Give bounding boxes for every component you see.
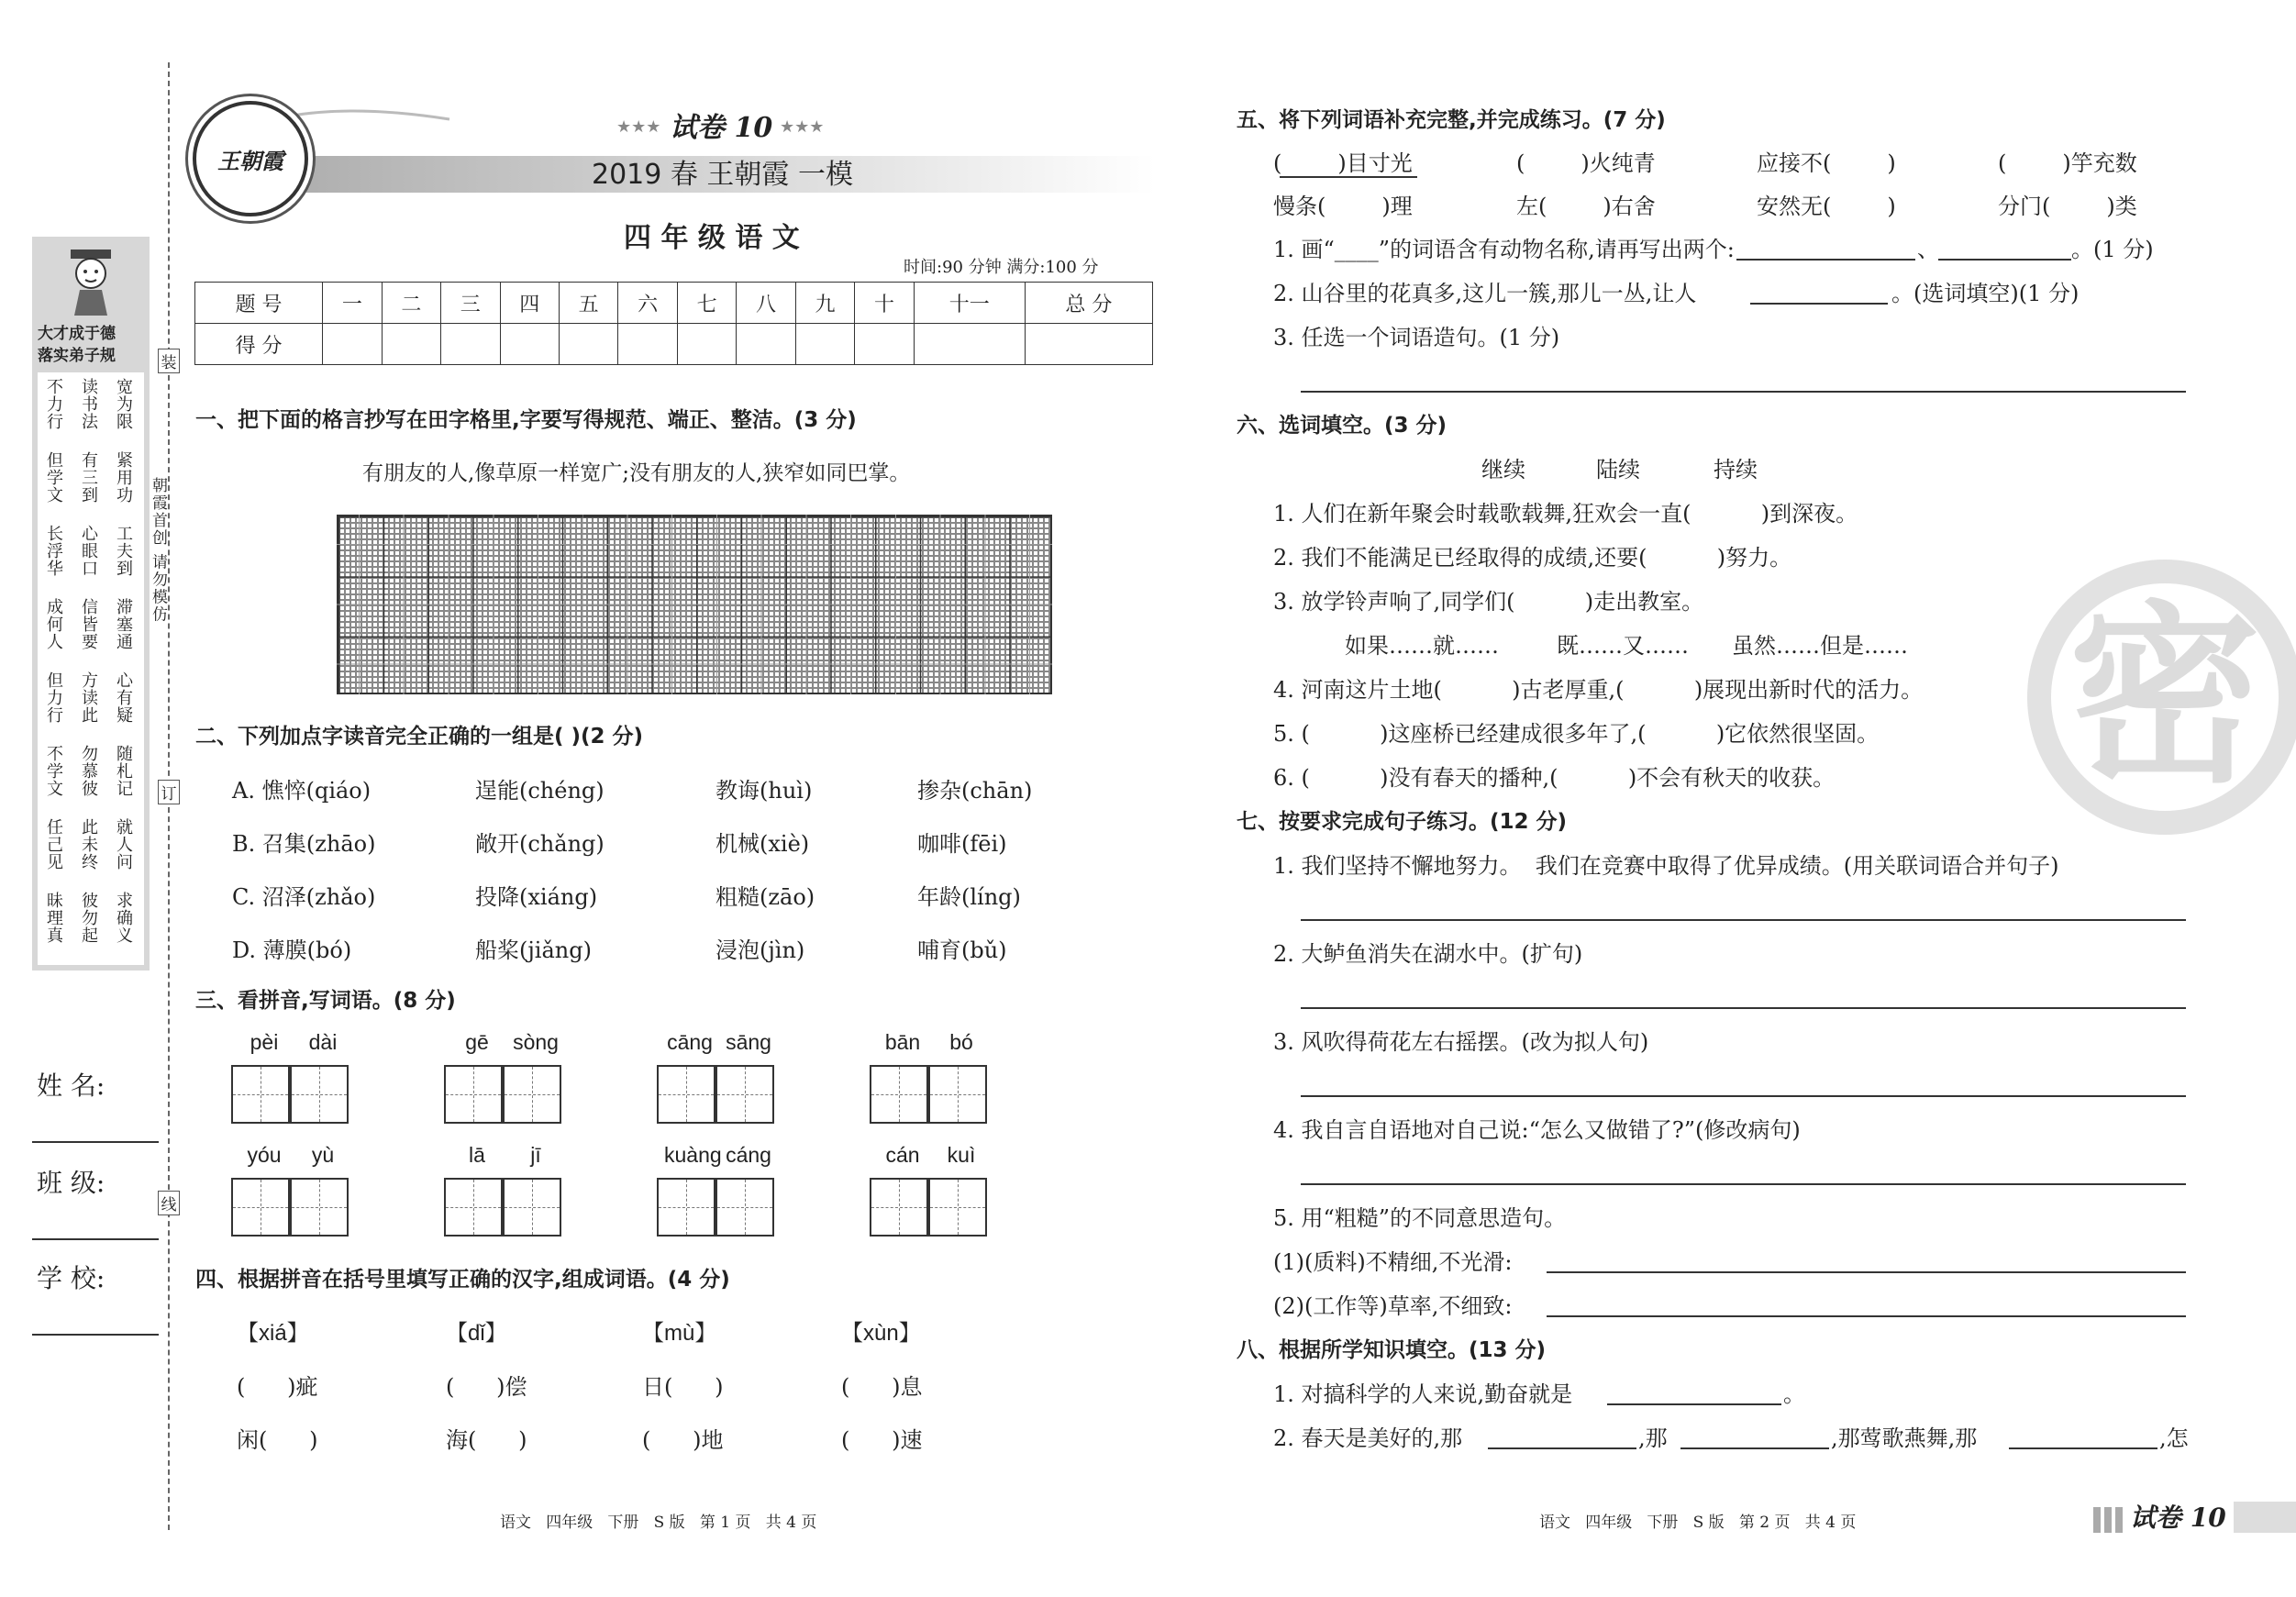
score-header-cell: 三: [441, 283, 500, 324]
s3-title: 三、看拼音,写词语。(8 分): [195, 989, 456, 1013]
corner-dots: [2093, 1507, 2126, 1533]
s2-option-item: 哺育(bǔ): [917, 937, 1007, 963]
s5-q3: 3. 任选一个词语造句。(1 分): [1273, 325, 1560, 350]
s6-q1: 1. 人们在新年聚会时载歌载舞,狂欢会一直( )到深夜。: [1273, 501, 1858, 527]
s2-option-item: 掺杂(chān): [917, 778, 1033, 804]
s4-pinyin-head: 【xiá】: [237, 1321, 309, 1346]
s3-write-box[interactable]: [928, 1178, 987, 1237]
s6-conj-2: 既……又……: [1557, 633, 1689, 659]
score-header-cell: 五: [559, 283, 617, 324]
s2-option-item: 投降(xiáng): [475, 884, 598, 910]
motto-column: 不力行: [44, 378, 63, 430]
s3-pinyin: bó: [949, 1030, 973, 1054]
s3-pinyin: sòng: [513, 1030, 559, 1054]
s3-pinyin: kuàng: [664, 1143, 722, 1167]
score-header-cell: 六: [618, 283, 677, 324]
subject-title: 四 年 级 语 文: [624, 222, 800, 254]
s7-q3-line[interactable]: [1301, 1095, 2186, 1097]
motto-column: 方读此: [79, 671, 98, 724]
s3-pinyin: cáng: [726, 1143, 771, 1167]
s2-title: 二、下列加点字读音完全正确的一组是( )(2 分): [195, 725, 644, 749]
s1-sentence: 有朋友的人,像草原一样宽广;没有朋友的人,狭窄如同巴掌。: [362, 461, 911, 485]
time-info: 时间:90 分钟 满分:100 分: [904, 258, 1099, 277]
s4-pinyin-head: 【mù】: [642, 1321, 717, 1346]
s5-word-blank[interactable]: ( )目寸光: [1273, 150, 1413, 176]
s5-title: 五、将下列词语补充完整,并完成练习。(7 分): [1237, 108, 1666, 132]
score-header-cell: 二: [382, 283, 440, 324]
s5-q1-blank2[interactable]: [1938, 259, 2071, 261]
corner-bar: [2234, 1502, 2296, 1533]
s3-pinyin: cán: [885, 1143, 920, 1167]
score-value-cell[interactable]: [737, 324, 795, 365]
s7-q4-line[interactable]: [1301, 1183, 2186, 1185]
motto-column: 紧用功: [114, 451, 133, 504]
s7-q5a: (1)(质料)不精细,不光滑:: [1273, 1249, 1513, 1275]
s5-word-blank[interactable]: 左( )右舍: [1516, 194, 1656, 219]
paper-number: 试卷 10: [670, 112, 773, 144]
s8-q2-mid1: ,那: [1638, 1425, 1668, 1451]
score-value-cell[interactable]: [500, 324, 559, 365]
s3-pinyin: lā: [469, 1143, 485, 1167]
s3-pinyin: kuì: [947, 1143, 976, 1167]
brand-logo-text: 王朝霞: [217, 147, 283, 174]
s2-option-item[interactable]: C. 沼泽(zhǎo): [232, 884, 376, 910]
motto-column: 但力行: [44, 671, 63, 724]
s8-q2-blank3[interactable]: [2009, 1447, 2157, 1449]
s2-option-item: 教诲(huì): [715, 778, 813, 804]
score-value-row: [195, 324, 1153, 365]
s6-word-3: 持续: [1714, 457, 1758, 482]
s3-pinyin: bān: [884, 1030, 921, 1054]
motto-column: 有三到: [79, 451, 98, 504]
s3-pinyin: jī: [530, 1143, 541, 1167]
s6-conj-1: 如果……就……: [1345, 633, 1499, 659]
s3-pinyin: pèi: [250, 1030, 279, 1054]
s8-q2-end: ,怎: [2159, 1425, 2189, 1451]
s8-title: 八、根据所学知识填空。(13 分): [1237, 1338, 1547, 1362]
score-value-cell[interactable]: [914, 324, 1025, 365]
s4-blank-item[interactable]: ( )疵: [237, 1374, 318, 1400]
s3-write-box[interactable]: [503, 1178, 561, 1237]
s5-word-blank[interactable]: 慢条( )理: [1273, 194, 1413, 219]
s4-blank-item[interactable]: ( )地: [642, 1427, 724, 1453]
name-field[interactable]: [32, 1141, 159, 1143]
s4-blank-item[interactable]: 日( ): [642, 1374, 724, 1400]
s2-option-item[interactable]: D. 薄膜(bó): [232, 937, 352, 963]
motto-column: 但学文: [44, 451, 63, 504]
motto-column: 此未终: [79, 818, 98, 871]
s2-option-item: 逞能(chéng): [475, 778, 605, 804]
motto-panel: [32, 237, 150, 970]
secret-watermark: [2027, 560, 2296, 835]
s2-option-item: 浸泡(jìn): [715, 937, 805, 963]
motto-column: 读书法: [79, 378, 98, 430]
s3-write-box[interactable]: [715, 1178, 774, 1237]
s7-q1: 1. 我们坚持不懈地努力。 我们在竞赛中取得了优异成绩。(用关联词语合并句子): [1273, 853, 2059, 879]
score-value-cell[interactable]: [677, 324, 736, 365]
s3-write-box[interactable]: [870, 1178, 928, 1237]
s3-pinyin: cāng: [667, 1030, 713, 1054]
s3-write-box[interactable]: [870, 1065, 928, 1124]
s4-title: 四、根据拼音在括号里填写正确的汉字,组成词语。(4 分): [195, 1268, 730, 1292]
motto-column: 宽为限: [114, 378, 133, 430]
s2-option-item: 年龄(líng): [917, 884, 1021, 910]
motto-top: 大才成于德: [38, 325, 116, 343]
s3-pinyin: gē: [465, 1030, 489, 1054]
motto-column: 彼勿起: [79, 892, 98, 944]
vertical-note: 朝霞首创 请勿模仿: [149, 477, 167, 624]
score-value-cell[interactable]: [559, 324, 617, 365]
s3-write-box[interactable]: [928, 1065, 987, 1124]
s8-q2-blank1[interactable]: [1488, 1447, 1636, 1449]
motto-column: 昧理真: [44, 892, 63, 944]
score-total-header: 总 分: [1025, 283, 1152, 324]
s8-q2: 2. 春天是美好的,那: [1273, 1425, 1463, 1451]
motto-column: 心眼口: [79, 525, 98, 577]
s4-pinyin-head: 【xùn】: [841, 1321, 921, 1346]
s5-word-blank[interactable]: 分门( )类: [1998, 194, 2137, 219]
motto-column: 心有疑: [114, 671, 133, 724]
s6-conj-3: 虽然……但是……: [1732, 633, 1908, 659]
s3-pinyin: dài: [308, 1030, 338, 1054]
score-value-cell[interactable]: [323, 324, 382, 365]
score-header-cell: 十: [855, 283, 914, 324]
s6-word-1: 继续: [1481, 457, 1525, 482]
score-value-cell[interactable]: [382, 324, 440, 365]
footer-right: 语文 四年级 下册 S 版 第 2 页 共 4 页: [1539, 1514, 1857, 1532]
s8-q1-end: 。: [1783, 1381, 1805, 1407]
binding-mark-3: 线: [158, 1191, 180, 1215]
s5-q2-blank[interactable]: [1750, 303, 1888, 305]
s8-q1-blank[interactable]: [1607, 1403, 1781, 1405]
score-header-cell: 九: [795, 283, 854, 324]
s3-item: [870, 1032, 993, 1133]
s3-write-box[interactable]: [715, 1065, 774, 1124]
score-header-cell: 八: [737, 283, 795, 324]
score-header-row: [195, 283, 1153, 324]
score-table: [194, 282, 1153, 365]
motto-column: 勿慕彼: [79, 745, 98, 797]
score-value-cell[interactable]: [441, 324, 500, 365]
motto-bottom: 落实弟子规: [38, 347, 116, 365]
motto-column: 成何人: [44, 598, 63, 650]
exam-title: 2019 春 王朝霞 一模: [592, 159, 853, 191]
s2-option-item: 粗糙(zāo): [715, 884, 815, 910]
motto-column: 滞塞通: [114, 598, 133, 650]
s5-word-blank[interactable]: ( )竽充数: [1998, 150, 2137, 176]
s3-write-box[interactable]: [231, 1178, 290, 1237]
s3-write-box[interactable]: [290, 1178, 349, 1237]
s6-q6: 6. ( )没有春天的播种,( )不会有秋天的收获。: [1273, 765, 1836, 791]
school-label: 学 校:: [37, 1263, 105, 1293]
s6-q5: 5. ( )这座桥已经建成很多年了,( )它依然很坚固。: [1273, 721, 1880, 747]
watermark-glyph: 密: [2068, 584, 2261, 809]
s7-q5b-line[interactable]: [1547, 1315, 2186, 1317]
s7-q5: 5. 用“粗糙”的不同意思造句。: [1273, 1205, 1567, 1231]
s8-q2-blank2[interactable]: [1680, 1447, 1829, 1449]
s5-word-blank[interactable]: 应接不( ): [1757, 150, 1896, 176]
s6-word-2: 陆续: [1596, 457, 1640, 482]
binding-mark-1: 装: [158, 349, 180, 373]
s2-option-item[interactable]: A. 憔悴(qiáo): [232, 778, 372, 804]
s2-option-item: 机械(xiè): [715, 831, 810, 857]
school-field[interactable]: [32, 1334, 159, 1336]
s3-item: [231, 1032, 354, 1133]
s3-write-box[interactable]: [503, 1065, 561, 1124]
corner-label: 试卷 10: [2130, 1503, 2226, 1533]
s4-blank-item[interactable]: ( )偿: [446, 1374, 527, 1400]
s7-q2-line[interactable]: [1301, 1007, 2186, 1009]
score-value-cell[interactable]: [618, 324, 677, 365]
s7-q2: 2. 大鲈鱼消失在湖水中。(扩句): [1273, 941, 1583, 967]
copy-grid-midlines: [337, 515, 1052, 694]
s3-item: [444, 1145, 567, 1246]
s1-title: 一、把下面的格言抄写在田字格里,字要写得规范、端正、整洁。(3 分): [195, 408, 857, 432]
s7-q4: 4. 我自言自语地对自己说:“怎么又做错了?”(修改病句): [1273, 1117, 1801, 1143]
s6-title: 六、选词填空。(3 分): [1237, 414, 1447, 438]
s8-q1: 1. 对搞科学的人来说,勤奋就是: [1273, 1381, 1573, 1407]
s6-q2: 2. 我们不能满足已经取得的成绩,还要( )努力。: [1273, 545, 1792, 571]
s7-q5b: (2)(工作等)草率,不细致:: [1273, 1293, 1513, 1319]
motto-column: 不学文: [44, 745, 63, 797]
s3-item: [657, 1145, 780, 1246]
s4-blank-item[interactable]: 海( ): [446, 1427, 527, 1453]
s2-option-item: 敞开(chǎng): [475, 831, 605, 857]
score-value-label: 得 分: [195, 324, 323, 365]
s7-title: 七、按要求完成句子练习。(12 分): [1237, 810, 1568, 834]
s3-pinyin: sāng: [726, 1030, 771, 1054]
s7-q5a-line[interactable]: [1547, 1271, 2186, 1273]
s4-blank-item[interactable]: ( )速: [841, 1427, 923, 1453]
score-header-cell: 四: [500, 283, 559, 324]
s3-pinyin: yù: [311, 1143, 335, 1167]
s6-q3: 3. 放学铃声响了,同学们( )走出教室。: [1273, 589, 1704, 615]
motto-columns: [38, 372, 144, 965]
s3-write-box[interactable]: [231, 1065, 290, 1124]
motto-column: 就人问: [114, 818, 133, 871]
s6-q4: 4. 河南这片土地( )古老厚重,( )展现出新时代的活力。: [1273, 677, 1924, 703]
s5-q3-line[interactable]: [1301, 391, 2186, 393]
name-label: 姓 名:: [37, 1070, 105, 1101]
s3-item: [870, 1145, 993, 1246]
score-value-cell[interactable]: [1025, 324, 1152, 365]
s4-blank-item[interactable]: ( )息: [841, 1374, 923, 1400]
s5-word-blank[interactable]: 安然无( ): [1757, 194, 1896, 219]
s5-q1-end: 。(1 分): [2071, 237, 2154, 262]
s2-option-item: 船桨(jiǎng): [475, 937, 592, 963]
s5-q1: 1. 画“____”的词语含有动物名称,请再写出两个:: [1273, 237, 1735, 262]
s8-q2-mid2: ,那莺歌燕舞,那: [1831, 1425, 1978, 1451]
s7-q1-line[interactable]: [1301, 919, 2186, 921]
s3-item: [657, 1032, 780, 1133]
score-header-cell: 十一: [914, 283, 1025, 324]
motto-column: 求确义: [114, 892, 133, 944]
s3-item: [231, 1145, 354, 1246]
motto-column: 随札记: [114, 745, 133, 797]
s3-write-box[interactable]: [657, 1065, 715, 1124]
score-header-cell: 一: [323, 283, 382, 324]
s5-q2-end: 。(选词填空)(1 分): [1891, 281, 2080, 306]
class-field[interactable]: [32, 1238, 159, 1240]
score-value-cell[interactable]: [795, 324, 854, 365]
s3-write-box[interactable]: [444, 1065, 503, 1124]
score-value-cell[interactable]: [855, 324, 914, 365]
s5-underline-mark: [1280, 176, 1417, 178]
s3-write-box[interactable]: [444, 1178, 503, 1237]
s4-blank-item[interactable]: 闲( ): [237, 1427, 318, 1453]
s5-word-blank[interactable]: ( )火纯青: [1516, 150, 1656, 176]
motto-column: 信皆要: [79, 598, 98, 650]
score-header-label: 题 号: [195, 283, 323, 324]
s2-option-item[interactable]: B. 召集(zhāo): [232, 831, 376, 857]
s7-q3: 3. 风吹得荷花左右摇摆。(改为拟人句): [1273, 1029, 1649, 1055]
header-stars-right: ★★★: [780, 117, 825, 137]
s3-pinyin: yóu: [247, 1143, 282, 1167]
s4-pinyin-head: 【dǐ】: [446, 1321, 507, 1346]
s5-q1-sep: 、: [1917, 237, 1939, 262]
s5-q1-blank1[interactable]: [1736, 259, 1915, 261]
header-stars-left: ★★★: [616, 117, 661, 137]
s5-q2: 2. 山谷里的花真多,这儿一簇,那儿一丛,让人: [1273, 281, 1697, 306]
motto-column: 长浮华: [44, 525, 63, 577]
scholar-figure: [61, 246, 120, 319]
s3-write-box[interactable]: [290, 1065, 349, 1124]
footer-left: 语文 四年级 下册 S 版 第 1 页 共 4 页: [500, 1514, 817, 1532]
class-label: 班 级:: [37, 1168, 105, 1198]
brand-logo: [193, 101, 308, 216]
s2-option-item: 咖啡(fēi): [917, 831, 1007, 857]
motto-column: 工夫到: [114, 525, 133, 577]
s3-write-box[interactable]: [657, 1178, 715, 1237]
motto-column: 任己见: [44, 818, 63, 871]
score-header-cell: 七: [677, 283, 736, 324]
binding-mark-2: 订: [158, 780, 180, 804]
s3-item: [444, 1032, 567, 1133]
